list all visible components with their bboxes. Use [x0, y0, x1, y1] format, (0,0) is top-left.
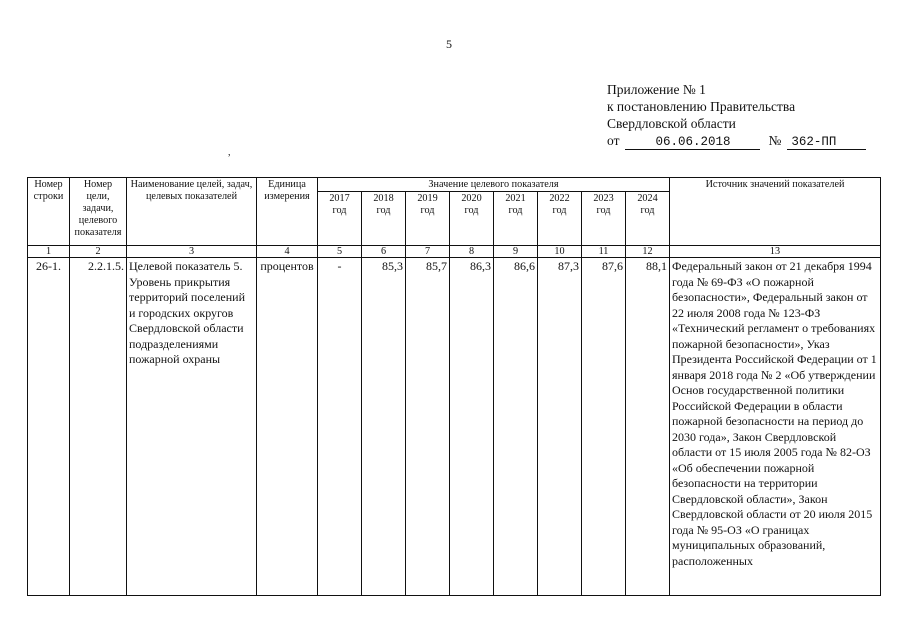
resolution-date: 06.06.2018 [625, 135, 760, 150]
header-row-number: Номер строки [28, 178, 70, 246]
column-number: 11 [582, 246, 626, 258]
number-label: № [768, 133, 782, 148]
header-name: Наименование целей, задач, целевых показателей [127, 178, 257, 246]
table-row [28, 258, 881, 596]
header-year-2021: 2021 год [494, 192, 538, 246]
column-number: 2 [70, 246, 127, 258]
page-number: 5 [446, 37, 452, 51]
cell-value-2020: 86,3 [450, 258, 494, 596]
column-number: 12 [626, 246, 670, 258]
column-number: 9 [494, 246, 538, 258]
column-number: 10 [538, 246, 582, 258]
cell-value-2024: 88,1 [626, 258, 670, 596]
from-label: от [607, 133, 620, 148]
header-year-2018: 2018 год [362, 192, 406, 246]
column-number: 1 [28, 246, 70, 258]
cell-row-number: 26-1. [28, 258, 70, 596]
header-value-group: Значение целевого показателя [318, 178, 670, 192]
column-number-row [28, 246, 881, 258]
column-number: 7 [406, 246, 450, 258]
cell-indicator-name: Целевой показатель 5. Уровень прикрытия территорий поселений и городских округов Свердловской области подразделениями пожарной охраны [127, 258, 257, 596]
resolution-number: 362-ПП [787, 135, 866, 150]
indicators-table [27, 177, 881, 596]
appendix-date-number-row [607, 132, 866, 150]
header-year-2020: 2020 год [450, 192, 494, 246]
cell-value-2018: 85,3 [362, 258, 406, 596]
header-year-2022: 2022 год [538, 192, 582, 246]
header-row-top [28, 178, 881, 192]
appendix-line-region: Свердловской области [607, 116, 736, 131]
header-year-2023: 2023 год [582, 192, 626, 246]
appendix-line-resolution: к постановлению Правительства [607, 99, 796, 114]
header-year-2024: 2024 год [626, 192, 670, 246]
cell-source: Федеральный закон от 21 декабря 1994 года № 69-ФЗ «О пожарной безопасности», Федеральный закон от 22 июля 2008 года № 123-ФЗ «Технический регламент о требованиях пожарной безопасности», Указ Президента Российской Федерации от 1 января 2018 года № 2 «Об утверждении Основ государственной политики Российской Федерации в области пожарной безопасности на период до 2030 года», Закон Свердловской области от 15 июля 2005 года № 82-ОЗ «Об обеспечении пожарной безопасности на территории Свердловской области», Закон Свердловской области от 20 июля 2015 года № 95-ОЗ «О границах муниципальных образований, расположенных [670, 258, 881, 596]
cell-unit: процентов [257, 258, 318, 596]
column-number: 13 [670, 246, 881, 258]
appendix-block [607, 81, 866, 150]
header-year-2019: 2019 год [406, 192, 450, 246]
appendix-title: Приложение № 1 [607, 82, 706, 97]
column-number: 6 [362, 246, 406, 258]
column-number: 8 [450, 246, 494, 258]
column-number: 3 [127, 246, 257, 258]
cell-value-2021: 86,6 [494, 258, 538, 596]
cell-value-2022: 87,3 [538, 258, 582, 596]
header-unit: Единица измерения [257, 178, 318, 246]
scan-mark: , [228, 147, 231, 158]
column-number: 5 [318, 246, 362, 258]
cell-goal-number: 2.2.1.5. [70, 258, 127, 596]
header-goal-number: Номер цели, задачи, целевого показателя [70, 178, 127, 246]
column-number: 4 [257, 246, 318, 258]
cell-value-2017: - [318, 258, 362, 596]
cell-value-2023: 87,6 [582, 258, 626, 596]
cell-value-2019: 85,7 [406, 258, 450, 596]
header-year-2017: 2017 год [318, 192, 362, 246]
header-source: Источник значений показателей [670, 178, 881, 246]
